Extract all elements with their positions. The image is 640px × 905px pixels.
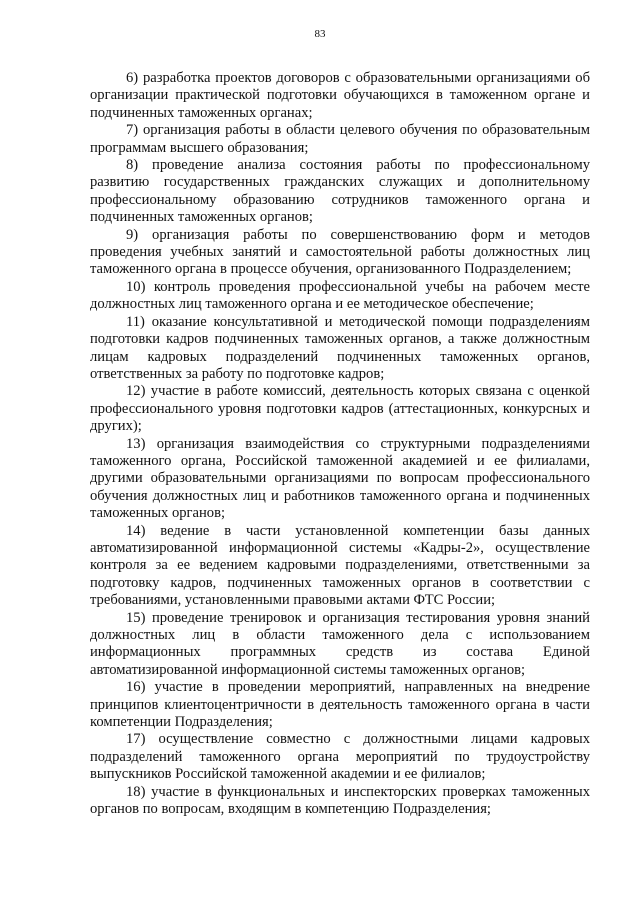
list-item: 15) проведение тренировок и организация тестирования уровня знаний должностных лиц в области таможенного дела с использованием информационных программных средств из состава Единой автоматизированной информационной системы таможенных органов; <box>90 609 590 678</box>
list-item: 6) разработка проектов договоров с образовательными организациями об организации практической подготовки обучающихся в таможенном органе и подчиненных таможенных органах; <box>90 70 590 121</box>
list-item: 10) контроль проведения профессиональной учебы на рабочем месте должностных лиц таможенного органа и ее методическое обеспечение; <box>90 278 590 313</box>
list-item: 18) участие в функциональных и инспекторских проверках таможенных органов по вопросам, входящим в компетенцию Подразделения; <box>90 783 590 818</box>
list-item: 12) участие в работе комиссий, деятельность которых связана с оценкой профессионального уровня подготовки кадров (аттестационных, конкурсных и других); <box>90 383 590 435</box>
list-item: 7) организация работы в области целевого обучения по образовательным программам высшего образования; <box>90 122 590 156</box>
list-item: 16) участие в проведении мероприятий, направленных на внедрение принципов клиентоцентричности в деятельность таможенного органа в части компетенции Подразделения; <box>90 679 590 731</box>
list-item: 11) оказание консультативной и методической помощи подразделениям подготовки кадров подчиненных таможенных органов, а также должностным лицам кадровых подразделений подчиненных таможенных органов, ответственных за работу по подготовке кадров; <box>90 313 590 382</box>
list-item: 13) организация взаимодействия со структурными подразделениями таможенного органа, Российской таможенной академией и ее филиалами, другими образовательными организациями по вопросам профессионального обучения должностных лиц и работников таможенного органа и подчиненных таможенных органов; <box>90 435 590 522</box>
document-body <box>90 70 590 818</box>
list-item: 8) проведение анализа состояния работы по профессиональному развитию государственных гражданских служащих и дополнительному профессиональному образованию сотрудников таможенного органа и подчиненных таможенных органов; <box>90 157 590 226</box>
page-number: 83 <box>314 28 326 40</box>
list-item: 14) ведение в части установленной компетенции базы данных автоматизированной информационной системы «Кадры-2», осуществление контроля за ее ведением кадровыми подразделениями, ответственными за подготовку кадров, подчиненных таможенных органов в соответствии с требованиями, установленными правовыми актами ФТС России; <box>90 522 590 609</box>
list-item: 9) организация работы по совершенствованию форм и методов проведения учебных занятий и самостоятельной работы должностных лиц таможенного органа в процессе обучения, организованного Подразделением; <box>90 226 590 278</box>
list-item: 17) осуществление совместно с должностными лицами кадровых подразделений таможенного органа мероприятий по трудоустройству выпускников Российской таможенной академии и ее филиалов; <box>90 731 590 783</box>
